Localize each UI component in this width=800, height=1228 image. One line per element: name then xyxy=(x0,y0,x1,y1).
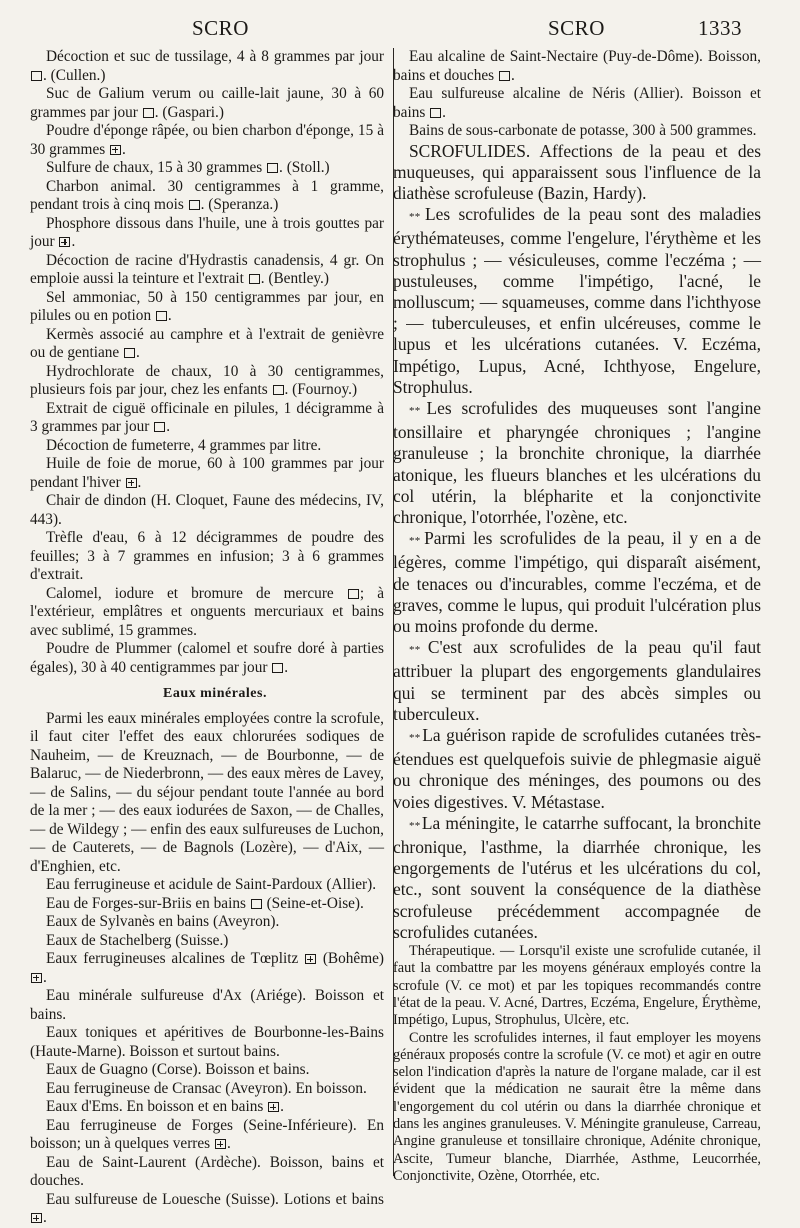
paragraph: Phosphore dissous dans l'huile, une à trois gouttes par jour . xyxy=(30,214,384,250)
section-title: Eaux minérales. xyxy=(163,686,267,701)
paragraph: Décoction de fumeterre, 4 grammes par litre. xyxy=(46,436,322,454)
paragraph: Trèfle d'eau, 6 à 12 décigrammes de poudre des feuilles; 3 à 7 grammes en infusion; 3 à 6 grammes d'extrait. xyxy=(30,529,384,583)
paragraph: Sulfure de chaux, 15 à 30 grammes . (Stoll.) xyxy=(46,159,330,176)
asterism-icon: * * xyxy=(409,819,422,832)
paragraph: Eau alcaline de Saint-Nectaire (Puy-de-Dôme). Boisson, bains et douches . xyxy=(393,48,761,84)
paragraph: Suc de Galium verum ou caille-lait jaune, 30 à 60 grammes par jour . (Gaspari.) xyxy=(30,85,384,121)
box-symbol-icon xyxy=(156,311,167,321)
boxed-plus-symbol-icon xyxy=(31,1213,42,1223)
box-symbol-icon xyxy=(272,663,283,673)
paragraph: Eaux ferrugineuses alcalines de Tœplitz (Bohême) . xyxy=(30,950,384,987)
box-symbol-icon xyxy=(251,899,262,909)
box-symbol-icon xyxy=(249,274,260,284)
box-symbol-icon xyxy=(267,163,278,173)
asterism-icon: * * xyxy=(409,644,428,657)
paragraph: Eau de Saint-Laurent (Ardèche). Boisson, bains et douches. xyxy=(30,1153,384,1189)
paragraph: Eaux de Guagno (Corse). Boisson et bains. xyxy=(46,1061,310,1078)
paragraph: Contre les scrofulides internes, il faut employer les moyens généraux proposés contre la scrofule (V. ce mot) et agir en outre selon l'indication d'après la nature de l'organe malade, car il est évident que la médication ne saurait être la même dans l'engorgement du col utérin ou dans la diarrhée chronique et dans les angines granuleuses. V. Méningite granuleuse, Carreau, Angine granuleuse et tonsillaire chronique, Adénite chronique, Ascite, Tumeur blanche, Diarrhée, Asthme, Leucorrhée, Conjonctivite, Ozène, Otorrhée, etc. xyxy=(393,1029,761,1184)
boxed-plus-symbol-icon xyxy=(31,973,42,983)
paragraph: Eau minérale sulfureuse d'Ax (Ariége). Boisson et bains. xyxy=(30,987,384,1023)
paragraph: Charbon animal. 30 centigrammes à 1 gramme, pendant trois à cinq mois . (Speranza.) xyxy=(30,177,384,213)
box-symbol-icon xyxy=(430,108,441,118)
paragraph: Thérapeutique. — Lorsqu'il existe une scrofulide cutanée, il faut la combattre par les moyens généraux employés contre la scrofule (V. ce mot) et par les topiques recommandés contre l'état de la peau. V. Acné, Dartres, Eczéma, Engelure, Érythème, Impétigo, Lupus, Strophulus, Ulcère, etc. xyxy=(393,943,761,1029)
box-symbol-icon xyxy=(31,71,42,81)
boxed-plus-symbol-icon xyxy=(126,478,137,488)
left-column xyxy=(30,48,384,1228)
boxed-plus-symbol-icon xyxy=(59,237,70,247)
box-symbol-icon xyxy=(143,108,154,118)
paragraph: Hydrochlorate de chaux, 10 à 30 centigrammes, plusieurs fois par jour, chez les enfants . (Fournoy.) xyxy=(30,362,384,398)
paragraph: Huile de foie de morue, 60 à 100 grammes par jour pendant l'hiver . xyxy=(30,455,384,491)
paragraph: Poudre de Plummer (calomel et soufre doré à parties égales), 30 à 40 centigrammes par jour . xyxy=(30,640,384,676)
box-symbol-icon xyxy=(273,385,284,395)
paragraph: Eaux de Stachelberg (Suisse.) xyxy=(46,931,229,949)
paragraph: Eau ferrugineuse et acidule de Saint-Pardoux (Allier). xyxy=(46,876,377,893)
boxed-plus-symbol-icon xyxy=(110,145,121,155)
paragraph: * * Les scrofulides des muqueuses sont l'angine tonsillaire et pharyngée chroniques ; l'angine granuleuse ; la bronchite chronique, la diarrhée atonique, les flueurs blanches et les ulcérations du col utérin, la blépharite et la conjonctivite chronique, l'otorrhée, l'ozène, etc. xyxy=(393,397,762,527)
page-number: 1333 xyxy=(698,16,742,40)
paragraph: Parmi les eaux minérales employées contre la scrofule, il faut citer l'effet des eaux chlorurées sodiques de Nauheim, — de Kreuznach, — de Bourbonne, — de Balaruc, — de Niederbronn, — des eaux mères de Lavey, — de Salins, — du séjour pendant toute l'année au bord de la mer ; — des eaux iodurées de Saxon, — de Challes, — de Wildegy ; — enfin des eaux sulfureuses de Luchon, — de Cauterets, — de Bagnols (Lozère), — d'Aix, — d'Enghien, etc. xyxy=(30,709,384,875)
paragraph: Sel ammoniac, 50 à 150 centigrammes par jour, en pilules ou en potion . xyxy=(30,288,384,324)
paragraph: Poudre d'éponge râpée, ou bien charbon d'éponge, 15 à 30 grammes . xyxy=(30,122,384,158)
paragraph: * * La méningite, le catarrhe suffocant, la bronchite chronique, l'asthme, la diarrhée chronique, les engorgements de l'utérus et les ulcérations du col, etc., sont souvent la conséquence de la diathèse scrofuleuse précédemment accompagnée de scrofulides cutanées. xyxy=(393,812,761,942)
asterism-icon: * * xyxy=(409,211,426,224)
paragraph: * * La guérison rapide de scrofulides cutanées très-étendues est quelquefois suivie de phlegmasie aiguë ou chronique des méninges, des poumons ou des voies digestives. V. Métastase. xyxy=(393,724,761,812)
paragraph: Eau de Forges-sur-Briis en bains (Seine-et-Oise). xyxy=(46,894,364,912)
boxed-plus-symbol-icon xyxy=(305,954,316,964)
paragraph: Kermès associé au camphre et à l'extrait de genièvre ou de gentiane . xyxy=(30,325,384,361)
running-head-left: SCRO xyxy=(192,16,249,40)
box-symbol-icon xyxy=(348,589,359,599)
paragraph: Extrait de ciguë officinale en pilules, 1 décigramme à 3 grammes par jour . xyxy=(30,399,384,435)
box-symbol-icon xyxy=(189,200,200,210)
paragraph: Décoction de racine d'Hydrastis canadensis, 4 gr. On emploie aussi la teinture et l'extrait . (Bentley.) xyxy=(30,251,384,287)
paragraph: Chair de dindon (H. Cloquet, Faune des médecins, IV, 443). xyxy=(30,492,384,528)
paragraph: Décoction et suc de tussilage, 4 à 8 grammes par jour . (Cullen.) xyxy=(30,48,384,85)
asterism-icon: * * xyxy=(409,404,427,417)
asterism-icon: * * xyxy=(409,731,423,744)
paragraph: Calomel, iodure et bromure de mercure ; à l'extérieur, emplâtres et onguents mercuriaux et bains avec sublimé, 15 grammes. xyxy=(30,584,384,639)
boxed-plus-symbol-icon xyxy=(268,1102,279,1112)
asterism-icon: * * xyxy=(409,535,425,548)
paragraph: Eaux de Sylvanès en bains (Aveyron). xyxy=(46,913,280,930)
paragraph: Eau sulfureuse alcaline de Néris (Allier). Boisson et bains . xyxy=(393,85,761,121)
box-symbol-icon xyxy=(124,348,135,358)
box-symbol-icon xyxy=(499,71,510,81)
paragraph: Eau ferrugineuse de Cransac (Aveyron). En boisson. xyxy=(46,1079,367,1097)
entry-heading: SCROFULIDES. Affections de la peau et des muqueuses, qui apparaissent sous l'influence de la diathèse scrofuleuse (Bazin, Hardy). xyxy=(393,140,761,203)
running-head-right: SCRO xyxy=(548,16,605,40)
paragraph: Eaux d'Ems. En boisson et en bains . xyxy=(46,1098,284,1115)
paragraph: Eau ferrugineuse de Forges (Seine-Inférieure). En boisson; un à quelques verres . xyxy=(30,1116,384,1152)
paragraph: Eau sulfureuse de Louesche (Suisse). Lotions et bains . xyxy=(30,1191,384,1228)
paragraph: * * Les scrofulides de la peau sont des maladies érythémateuses, comme l'engelure, l'érythème et les strophulus ; — vésiculeuses, comme l'eczéma ; — pustuleuses, comme l'impétigo, l'acné, le molluscum; — squameuses, comme dans l'ichthyose ; — tuberculeuses, et enfin ulcéreuses, comme le lupus et les ulcérations cutanées. V. Eczéma, Impétigo, Lupus, Acné, Ichthyose, Engelure, Strophulus. xyxy=(393,204,762,397)
box-symbol-icon xyxy=(154,422,165,432)
boxed-plus-symbol-icon xyxy=(215,1139,226,1149)
paragraph: Bains de sous-carbonate de potasse, 300 à 500 grammes. xyxy=(409,122,757,139)
paragraph: * * Parmi les scrofulides de la peau, il y en a de légères, comme l'impétigo, qui disparaît aisément, de tenaces ou d'incurables, comme l'eczéma, et de graves, comme le lupus, qui produit l'ulcération plus ou moins profonde du derme. xyxy=(393,528,762,636)
paragraph: Eaux toniques et apéritives de Bourbonne-les-Bains (Haute-Marne). Boisson et surtout bains. xyxy=(30,1024,384,1060)
paragraph: * * C'est aux scrofulides de la peau qu'il faut attribuer la plupart des engorgements glandulaires qui se terminent par des abcès simples ou tuberculeux. xyxy=(393,637,761,724)
right-column xyxy=(393,48,761,1185)
